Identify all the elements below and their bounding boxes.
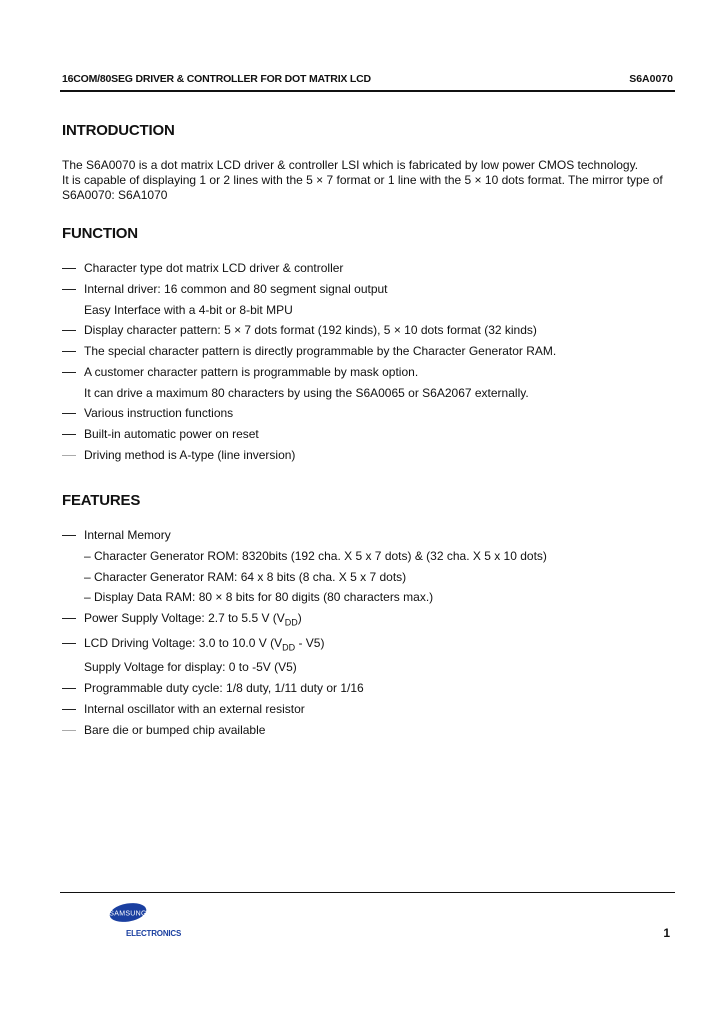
intro-line: S6A0070: S6A1070 bbox=[62, 188, 168, 202]
lcd-drive-close: - V5) bbox=[295, 636, 325, 650]
feature-package: Bare die or bumped chip available bbox=[84, 723, 266, 737]
brand-division: ELECTRONICS bbox=[126, 929, 182, 938]
power-supply-subscript: DD bbox=[284, 617, 298, 628]
logo-brand-text: SAMSUNG bbox=[109, 910, 147, 918]
feature-display-supply: Supply Voltage for display: 0 to -5V (V5) bbox=[84, 660, 297, 674]
function-item: The special character pattern is directly programmable by the Character Generator RAM. bbox=[84, 344, 557, 358]
features-heading: FEATURES bbox=[62, 492, 141, 509]
list-bullet bbox=[62, 535, 76, 536]
power-supply-text: Power Supply Voltage: 2.7 to 5.5 V (V bbox=[84, 611, 285, 625]
function-item: Easy Interface with a 4-bit or 8-bit MPU bbox=[84, 303, 293, 317]
function-item: It can drive a maximum 80 characters by using the S6A0065 or S6A2067 externally. bbox=[84, 386, 529, 400]
function-item: Display character pattern: 5 × 7 dots format (192 kinds), 5 × 10 dots format (32 kinds) bbox=[84, 323, 537, 337]
feature-internal-memory: Internal Memory bbox=[84, 528, 171, 542]
list-bullet bbox=[62, 351, 76, 352]
lcd-drive-text: LCD Driving Voltage: 3.0 to 10.0 V (V bbox=[84, 636, 283, 650]
list-bullet bbox=[62, 434, 76, 435]
function-item: Character type dot matrix LCD driver & controller bbox=[84, 261, 344, 275]
intro-line: It is capable of displaying 1 or 2 lines with the 5 × 7 format or 1 line with the 5 × 10 dots format. The mirror type of bbox=[62, 173, 663, 187]
introduction-paragraph bbox=[62, 158, 662, 203]
feature-oscillator: Internal oscillator with an external resistor bbox=[84, 702, 305, 716]
list-bullet bbox=[62, 730, 76, 731]
list-bullet bbox=[62, 688, 76, 689]
page-number: 1 bbox=[663, 926, 670, 940]
list-bullet bbox=[62, 289, 76, 290]
function-item: Internal driver: 16 common and 80 segment signal output bbox=[84, 282, 388, 296]
feature-dd-ram: – Display Data RAM: 80 × 8 bits for 80 digits (80 characters max.) bbox=[84, 590, 434, 604]
lcd-drive-subscript: DD bbox=[282, 642, 296, 653]
feature-cg-ram: – Character Generator RAM: 64 x 8 bits (8 cha. X 5 x 7 dots) bbox=[84, 570, 407, 584]
feature-cg-rom: – Character Generator ROM: 8320bits (192 cha. X 5 x 7 dots) & (32 cha. X 5 x 10 dots) bbox=[84, 549, 547, 563]
list-bullet bbox=[62, 618, 76, 619]
list-bullet bbox=[62, 268, 76, 269]
function-item: Driving method is A-type (line inversion) bbox=[84, 448, 296, 462]
feature-lcd-driving-voltage bbox=[84, 636, 324, 655]
list-bullet bbox=[62, 372, 76, 373]
list-bullet bbox=[62, 413, 76, 414]
footer-divider bbox=[60, 892, 675, 893]
header-divider bbox=[60, 90, 675, 92]
intro-line: The S6A0070 is a dot matrix LCD driver & controller LSI which is fabricated by low power CMOS technology. bbox=[62, 158, 639, 172]
function-item: Built-in automatic power on reset bbox=[84, 427, 259, 441]
list-bullet bbox=[62, 330, 76, 331]
feature-power-supply bbox=[84, 611, 302, 630]
samsung-logo bbox=[109, 900, 147, 925]
function-heading: FUNCTION bbox=[62, 225, 138, 242]
list-bullet bbox=[62, 643, 76, 644]
power-supply-close: ) bbox=[297, 611, 302, 625]
document-title: 16COM/80SEG DRIVER & CONTROLLER FOR DOT MATRIX LCD bbox=[62, 73, 371, 85]
part-number: S6A0070 bbox=[629, 73, 673, 85]
feature-duty-cycle: Programmable duty cycle: 1/8 duty, 1/11 duty or 1/16 bbox=[84, 681, 364, 695]
function-item: Various instruction functions bbox=[84, 406, 234, 420]
list-bullet bbox=[62, 709, 76, 710]
introduction-heading: INTRODUCTION bbox=[62, 122, 175, 139]
list-bullet bbox=[62, 455, 76, 456]
function-item: A customer character pattern is programmable by mask option. bbox=[84, 365, 419, 379]
